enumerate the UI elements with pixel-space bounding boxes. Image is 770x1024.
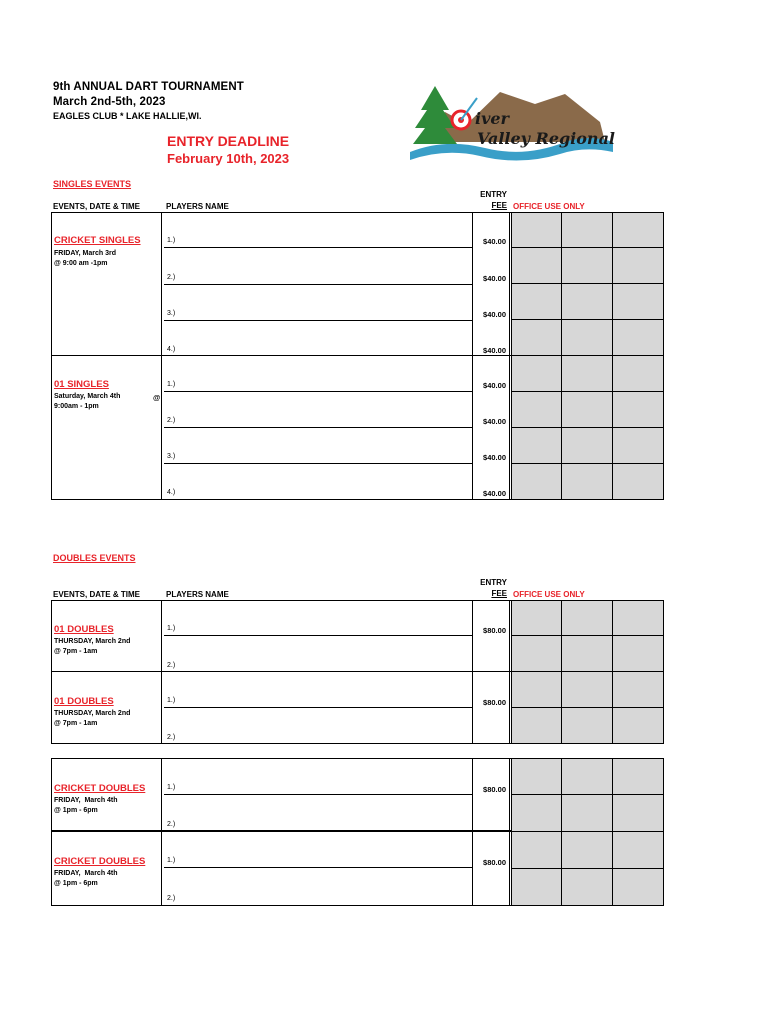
office-use-cell: [561, 600, 614, 637]
office-use-cell: [612, 758, 664, 796]
player-name-line[interactable]: [164, 463, 472, 464]
office-use-cell: [561, 212, 614, 249]
river-valley-logo: [405, 82, 620, 166]
entry-fee: $40.00: [483, 453, 506, 462]
fee-column: [472, 832, 510, 905]
player-name-line[interactable]: [164, 247, 472, 248]
singles-events-col-header: EVENTS, DATE & TIME: [53, 202, 140, 211]
player-name-line[interactable]: [164, 794, 472, 795]
doubles-office-use-grid-2: [511, 758, 664, 906]
player-slot-number: 4.): [167, 346, 176, 353]
event-schedule: FRIDAY, March 4th @ 1pm - 6pm: [54, 797, 118, 814]
office-use-cell: [612, 283, 664, 321]
office-use-cell: [511, 758, 563, 796]
entry-fee: $40.00: [483, 274, 506, 283]
player-slot-number: 4.): [167, 489, 176, 496]
office-use-cell: [511, 868, 563, 906]
office-use-cell: [561, 794, 614, 833]
entry-fee: $40.00: [483, 237, 506, 246]
office-use-cell: [612, 671, 664, 709]
entry-fee: $40.00: [483, 381, 506, 390]
event-schedule: FRIDAY, March 4th @ 1pm - 6pm: [54, 870, 118, 887]
event-cell: [52, 759, 162, 830]
player-slot-number: 2.): [167, 662, 176, 669]
player-name-line[interactable]: [164, 391, 472, 392]
doubles-fee-label: FEE: [491, 589, 507, 598]
player-slot-number: 2.): [167, 895, 176, 902]
doubles-entry-label: ENTRY: [480, 578, 507, 587]
office-use-cell: [612, 635, 664, 673]
event-at-symbol: @: [153, 393, 161, 402]
doubles-office-use-grid-1: [511, 600, 664, 744]
office-use-cell: [612, 831, 664, 870]
cricket-doubles-block-1: [51, 758, 513, 831]
player-slot-number: 2.): [167, 274, 176, 281]
singles-players-col-header: PLAYERS NAME: [166, 202, 229, 211]
entry-fee: $80.00: [483, 698, 506, 707]
player-slot-number: 2.): [167, 417, 176, 424]
office-use-cell: [511, 283, 563, 321]
singles-fee-label: FEE: [491, 201, 507, 210]
event-name: 01 DOUBLES: [54, 624, 114, 635]
office-use-cell: [511, 635, 563, 673]
logo-word-2: Valley Regional: [477, 129, 616, 148]
event-cell: [52, 832, 162, 905]
event-name: 01 DOUBLES: [54, 696, 114, 707]
entry-fee: $40.00: [483, 417, 506, 426]
tournament-dates: March 2nd-5th, 2023: [53, 96, 166, 108]
office-use-cell: [511, 707, 563, 744]
01-doubles-block-1: [51, 600, 513, 673]
office-use-cell: [561, 319, 614, 357]
player-name-line[interactable]: [164, 284, 472, 285]
office-use-cell: [511, 212, 563, 249]
player-slot-number: 2.): [167, 734, 176, 741]
office-use-cell: [561, 707, 614, 744]
player-slot-number: 1.): [167, 381, 176, 388]
entry-fee: $40.00: [483, 310, 506, 319]
office-use-cell: [511, 794, 563, 833]
entry-fee: $40.00: [483, 346, 506, 355]
event-name: CRICKET SINGLES: [54, 235, 141, 246]
event-cell: [52, 213, 162, 356]
office-use-cell: [561, 283, 614, 321]
office-use-cell: [612, 707, 664, 744]
player-slot-number: 3.): [167, 310, 176, 317]
player-name-line[interactable]: [164, 867, 472, 868]
doubles-players-col-header: PLAYERS NAME: [166, 590, 229, 599]
entry-fee: $40.00: [483, 489, 506, 498]
player-slot-number: 2.): [167, 821, 176, 828]
logo-word-1: iver: [475, 109, 509, 128]
cricket-doubles-block-2: [51, 831, 513, 906]
fee-column: [472, 672, 510, 743]
entry-fee: $80.00: [483, 626, 506, 635]
player-slot-number: 1.): [167, 784, 176, 791]
office-use-cell: [511, 391, 563, 429]
event-schedule: FRIDAY, March 3rd @ 9:00 am -1pm: [54, 250, 116, 267]
office-use-cell: [511, 600, 563, 637]
office-use-cell: [561, 247, 614, 285]
doubles-events-col-header: EVENTS, DATE & TIME: [53, 590, 140, 599]
office-use-cell: [511, 319, 563, 357]
player-slot-number: 1.): [167, 857, 176, 864]
logo-graphic: [405, 82, 620, 166]
office-use-cell: [511, 247, 563, 285]
player-slot-number: 1.): [167, 237, 176, 244]
event-name: CRICKET DOUBLES: [54, 856, 146, 867]
event-cell: [52, 672, 162, 743]
entry-fee: $80.00: [483, 785, 506, 794]
fee-column: [472, 601, 510, 672]
player-slot-number: 3.): [167, 453, 176, 460]
player-slot-number: 1.): [167, 625, 176, 632]
event-name: CRICKET DOUBLES: [54, 783, 146, 794]
player-name-line[interactable]: [164, 635, 472, 636]
singles-section-label: SINGLES EVENTS: [53, 179, 132, 189]
entry-deadline-date: February 10th, 2023: [167, 151, 290, 166]
office-use-cell: [561, 391, 614, 429]
tournament-location: EAGLES CLUB * LAKE HALLIE,WI.: [53, 111, 202, 121]
cricket-singles-block: [51, 212, 513, 357]
event-cell: [52, 356, 162, 499]
office-use-cell: [561, 463, 614, 500]
event-schedule: THURSDAY, March 2nd @ 7pm - 1am: [54, 638, 131, 655]
office-use-cell: [561, 635, 614, 673]
office-use-cell: [561, 355, 614, 393]
office-use-cell: [561, 671, 614, 709]
player-name-line[interactable]: [164, 707, 472, 708]
office-use-cell: [561, 427, 614, 465]
office-use-cell: [511, 355, 563, 393]
doubles-section-label: DOUBLES EVENTS: [53, 553, 136, 563]
office-use-cell: [561, 758, 614, 796]
entry-deadline-label: ENTRY DEADLINE: [167, 133, 290, 149]
office-use-cell: [511, 427, 563, 465]
fee-column: [472, 213, 510, 356]
entry-fee: $80.00: [483, 858, 506, 867]
office-use-cell: [612, 247, 664, 285]
player-slot-number: 1.): [167, 697, 176, 704]
office-use-cell: [511, 463, 563, 500]
office-use-cell: [612, 319, 664, 357]
fee-column: [472, 759, 510, 830]
player-name-line[interactable]: [164, 427, 472, 428]
singles-entry-label: ENTRY: [480, 190, 507, 199]
office-use-cell: [612, 355, 664, 393]
event-schedule: Saturday, March 4th 9:00am - 1pm: [54, 393, 121, 410]
event-name: 01 SINGLES: [54, 379, 109, 390]
fee-column: [472, 356, 510, 499]
office-use-cell: [612, 463, 664, 500]
office-use-cell: [612, 427, 664, 465]
office-use-cell: [612, 794, 664, 833]
office-use-cell: [561, 831, 614, 870]
tournament-title: 9th ANNUAL DART TOURNAMENT: [53, 81, 244, 93]
01-singles-block: [51, 355, 513, 500]
event-schedule: THURSDAY, March 2nd @ 7pm - 1am: [54, 710, 131, 727]
doubles-office-use-header: OFFICE USE ONLY: [513, 590, 585, 599]
event-cell: [52, 601, 162, 672]
01-doubles-block-2: [51, 671, 513, 744]
office-use-cell: [612, 391, 664, 429]
player-name-line[interactable]: [164, 320, 472, 321]
office-use-cell: [511, 671, 563, 709]
singles-office-use-grid: [511, 212, 664, 500]
doubles-entry-fee-header: [462, 577, 507, 599]
singles-entry-fee-header: [462, 189, 507, 211]
office-use-cell: [612, 600, 664, 637]
singles-office-use-header: OFFICE USE ONLY: [513, 202, 585, 211]
office-use-cell: [511, 831, 563, 870]
office-use-cell: [612, 868, 664, 906]
office-use-cell: [561, 868, 614, 906]
office-use-cell: [612, 212, 664, 249]
